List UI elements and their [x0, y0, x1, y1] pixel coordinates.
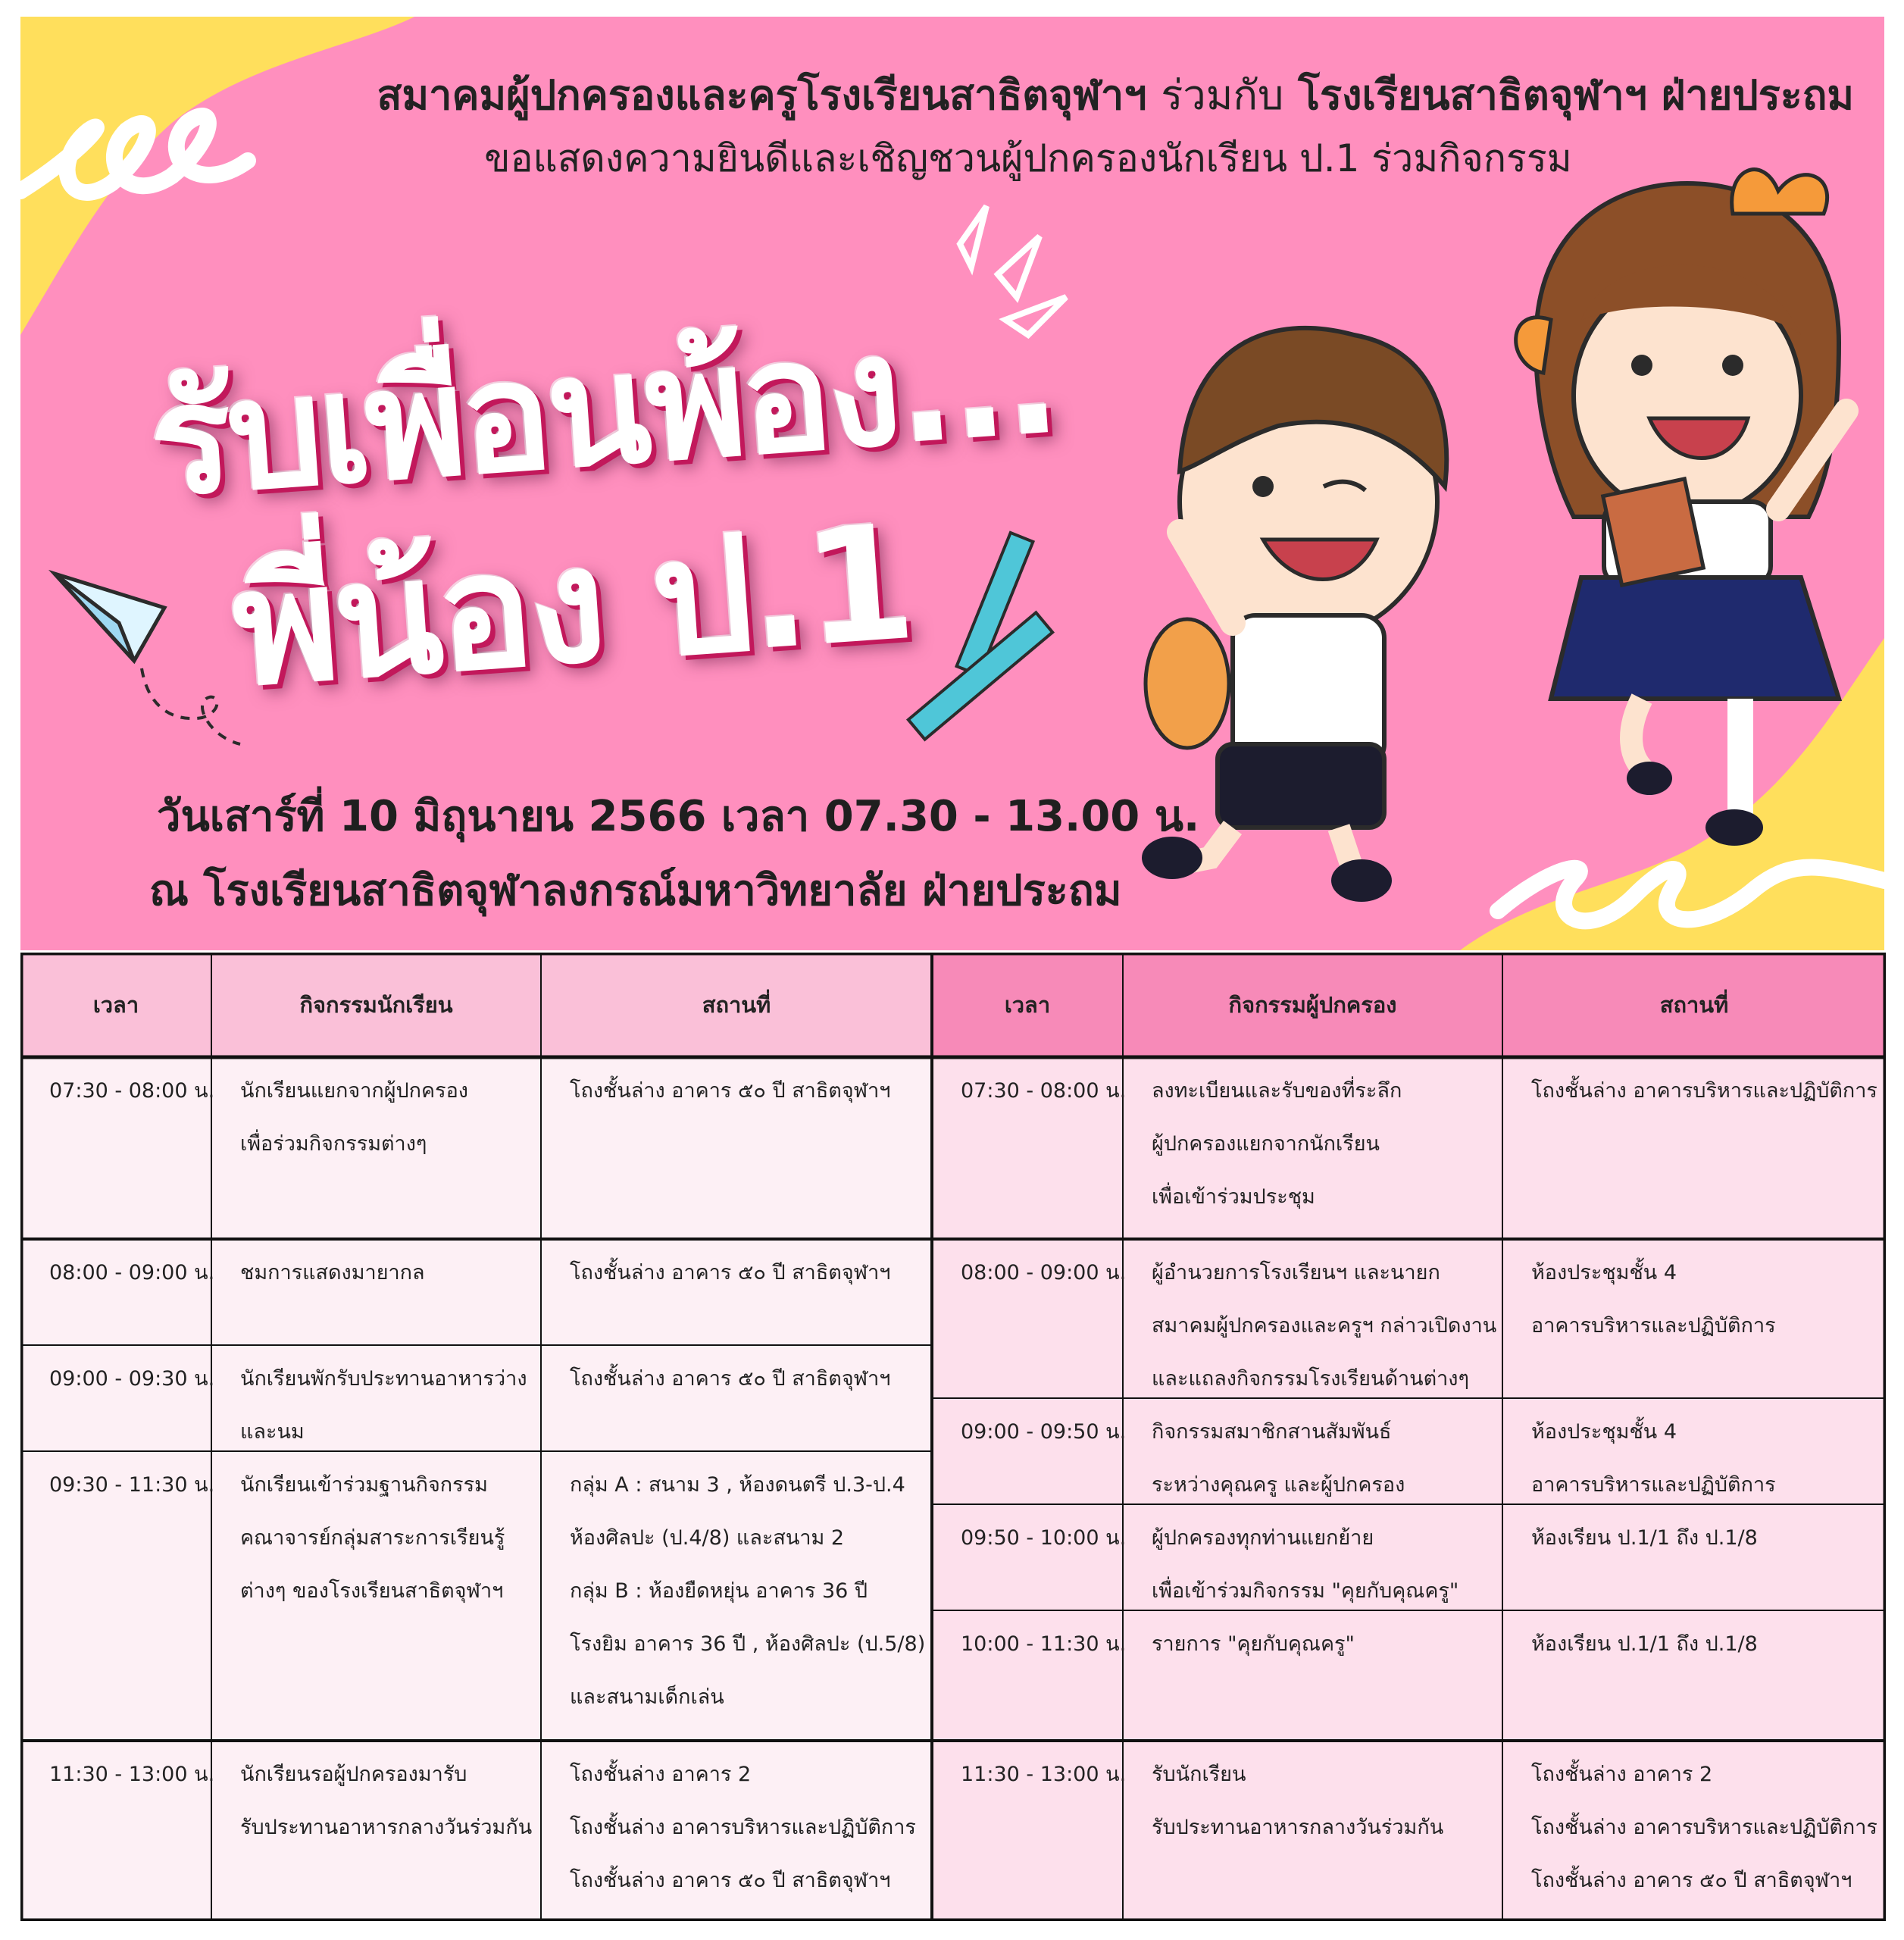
cell-text-line: ห้องเรียน ป.1/1 ถึง ป.1/8 — [1531, 1526, 1758, 1550]
cell-text-line: ลงทะเบียนและรับของที่ระลึก — [1152, 1079, 1402, 1103]
cell-text-line: ห้องเรียน ป.1/1 ถึง ป.1/8 — [1531, 1632, 1758, 1656]
parent-row-place-cell — [1502, 1239, 1886, 1398]
parent-row-place-cell — [1502, 1398, 1886, 1504]
student-row-activity-cell — [211, 1345, 541, 1451]
cell-text-line: และแถลงกิจกรรมโรงเรียนด้านต่างๆ — [1152, 1367, 1469, 1391]
cell-text-line: ห้องประชุมชั้น 4 — [1531, 1420, 1677, 1444]
student-row-place-cell — [541, 1345, 932, 1451]
cell-text-line: รายการ "คุยกับคุณครู" — [1152, 1632, 1355, 1656]
parent-row-place-cell — [1502, 1741, 1886, 1921]
cell-text-line: ผู้ปกครองแยกจากนักเรียน — [1152, 1132, 1380, 1156]
cell-text-line: โถงชั้นล่าง อาคาร ๕๐ ปี สาธิตจุฬาฯ — [570, 1261, 891, 1284]
parent-row-place-cell — [1502, 1057, 1886, 1239]
parent-row-time-cell — [932, 1741, 1127, 1921]
banner-header-line1 — [278, 62, 1854, 127]
student-row-activity-cell — [211, 1451, 541, 1741]
parent-row-activity-cell — [1123, 1741, 1502, 1921]
parent-row-time-cell — [932, 1504, 1127, 1610]
cell-text-line: นักเรียนเข้าร่วมฐานกิจกรรม — [240, 1473, 488, 1497]
parent-row-time-cell — [932, 1398, 1127, 1504]
cell-text-line: ผู้ปกครองทุกท่านแยกย้าย — [1152, 1526, 1374, 1550]
cell-text-line: กิจกรรมสมาชิกสานสัมพันธ์ — [1152, 1420, 1392, 1444]
cell-text-line: 07:30 - 08:00 น. — [49, 1079, 215, 1103]
parent-row-activity-cell — [1123, 1057, 1502, 1239]
cell-text-line: สมาคมผู้ปกครองและครูฯ กล่าวเปิดงาน — [1152, 1314, 1497, 1338]
cell-text-line: นักเรียนพักรับประทานอาหารว่าง — [240, 1367, 527, 1391]
cell-text-line: โรงยิม อาคาร 36 ปี , ห้องศิลปะ (ป.5/8) — [570, 1632, 926, 1656]
organizer-school: โรงเรียนสาธิตจุฬาฯ ฝ่ายประถม — [1298, 71, 1854, 119]
organizer-association: สมาคมผู้ปกครองและครูโรงเรียนสาธิตจุฬาฯ — [377, 71, 1147, 119]
cell-text-line: 07:30 - 08:00 น. — [961, 1079, 1127, 1103]
student-row-time-cell — [20, 1345, 215, 1451]
cell-text-line: 08:00 - 09:00 น. — [961, 1261, 1127, 1284]
cell-text-line: คณาจารย์กลุ่มสาระการเรียนรู้ — [240, 1526, 505, 1550]
event-date: วันเสาร์ที่ 10 มิถุนายน 2566 เวลา 07.30 - 13.00 น. — [157, 792, 1200, 841]
parent-row-time-cell — [932, 1057, 1127, 1239]
student-row-place-cell — [541, 1451, 932, 1741]
cell-text-line: ชมการแสดงมายากล — [240, 1261, 425, 1284]
cell-text-line: รับประทานอาหารกลางวันร่วมกัน — [240, 1816, 533, 1839]
header-conjunction: ร่วมกับ — [1161, 71, 1284, 119]
student-header-time: เวลา — [92, 992, 139, 1018]
paper-plane-icon — [55, 574, 240, 744]
pencil-icon — [908, 533, 1052, 740]
cell-text-line: กลุ่ม A : สนาม 3 , ห้องดนตรี ป.3-ป.4 — [570, 1473, 905, 1497]
cell-text-line: 09:30 - 11:30 น. — [49, 1473, 215, 1497]
student-row-place-cell — [541, 1741, 932, 1921]
cell-text-line: เพื่อร่วมกิจกรรมต่างๆ — [240, 1132, 427, 1156]
parent-row-place-cell — [1502, 1504, 1886, 1610]
cell-text-line: ระหว่างคุณครู และผู้ปกครอง — [1152, 1473, 1405, 1497]
parent-header-activity: กิจกรรมผู้ปกครอง — [1228, 992, 1397, 1018]
cell-text-line: โถงชั้นล่าง อาคาร ๕๐ ปี สาธิตจุฬาฯ — [570, 1079, 891, 1103]
student-header-place: สถานที่ — [702, 992, 771, 1018]
cell-text-line: 11:30 - 13:00 น. — [961, 1763, 1127, 1786]
cell-text-line: ห้องศิลปะ (ป.4/8) และสนาม 2 — [570, 1526, 845, 1550]
event-venue: ณ โรงเรียนสาธิตจุฬาลงกรณ์มหาวิทยาลัย ฝ่ายประถม — [149, 866, 1122, 915]
parent-header-time: เวลา — [1004, 992, 1051, 1018]
student-row-place-cell — [541, 1239, 932, 1345]
student-header-activity: กิจกรรมนักเรียน — [299, 992, 453, 1018]
event-title-line1: รับเพื่อนพ้อง... — [144, 291, 1061, 531]
cell-text-line: 08:00 - 09:00 น. — [49, 1261, 215, 1284]
parent-row-place-cell — [1502, 1610, 1886, 1741]
cell-text-line: และสนามเด็กเล่น — [570, 1685, 724, 1709]
parent-row-activity-cell — [1123, 1504, 1502, 1610]
girl-student-illustration — [1516, 170, 1846, 846]
cell-text-line: รับนักเรียน — [1152, 1763, 1246, 1786]
cell-text-line: และนม — [240, 1420, 305, 1444]
cell-text-line: ผู้อำนวยการโรงเรียนฯ และนายก — [1152, 1261, 1440, 1284]
student-row-activity-cell — [211, 1741, 541, 1921]
cell-text-line: โถงชั้นล่าง อาคาร 2 — [1531, 1763, 1713, 1786]
cell-text-line: 10:00 - 11:30 น. — [961, 1632, 1127, 1656]
cell-text-line: โถงชั้นล่าง อาคารบริหารและปฏิบัติการ — [1531, 1816, 1877, 1839]
cell-text-line: 09:00 - 09:30 น. — [49, 1367, 215, 1391]
cell-text-line: นักเรียนรอผู้ปกครองมารับ — [240, 1763, 467, 1786]
parent-row-time-cell — [932, 1610, 1127, 1741]
student-row-time-cell — [20, 1451, 215, 1741]
parent-row-activity-cell — [1123, 1610, 1502, 1741]
parent-header-place: สถานที่ — [1659, 992, 1729, 1018]
cell-text-line: โถงชั้นล่าง อาคารบริหารและปฏิบัติการ — [570, 1816, 916, 1839]
cell-text-line: กลุ่ม B : ห้องยืดหยุ่น อาคาร 36 ปี — [570, 1579, 868, 1603]
cell-text-line: โถงชั้นล่าง อาคาร ๕๐ ปี สาธิตจุฬาฯ — [570, 1869, 891, 1892]
parent-row-activity-cell — [1123, 1398, 1502, 1504]
student-row-activity-cell — [211, 1239, 541, 1345]
student-row-time-cell — [20, 1057, 215, 1239]
schedule-table — [20, 953, 1886, 1921]
cell-text-line: ห้องประชุมชั้น 4 — [1531, 1261, 1677, 1284]
cell-text-line: รับประทานอาหารกลางวันร่วมกัน — [1152, 1816, 1444, 1839]
student-row-activity-cell — [211, 1057, 541, 1239]
cell-text-line: อาคารบริหารและปฏิบัติการ — [1531, 1473, 1776, 1497]
student-row-place-cell — [541, 1057, 932, 1239]
cell-text-line: นักเรียนแยกจากผู้ปกครอง — [240, 1079, 468, 1103]
parent-row-activity-cell — [1123, 1239, 1502, 1398]
parent-row-time-cell — [932, 1239, 1127, 1398]
cell-text-line: ต่างๆ ของโรงเรียนสาธิตจุฬาฯ — [240, 1579, 504, 1603]
event-title-line2: พี่น้อง ป.1 — [227, 490, 917, 722]
cell-text-line: โถงชั้นล่าง อาคาร ๕๐ ปี สาธิตจุฬาฯ — [570, 1367, 891, 1391]
cell-text-line: 09:50 - 10:00 น. — [961, 1526, 1127, 1550]
cell-text-line: เพื่อเข้าร่วมประชุม — [1152, 1185, 1315, 1209]
event-banner — [20, 17, 1884, 950]
cell-text-line: โถงชั้นล่าง อาคารบริหารและปฏิบัติการ — [1531, 1079, 1877, 1103]
cell-text-line: อาคารบริหารและปฏิบัติการ — [1531, 1314, 1776, 1338]
cell-text-line: 11:30 - 13:00 น. — [49, 1763, 215, 1786]
cell-text-line: โถงชั้นล่าง อาคาร 2 — [570, 1763, 752, 1786]
banner-header-line2: ขอแสดงความยินดีและเชิญชวนผู้ปกครองนักเรียน ป.1 ร่วมกิจกรรม — [484, 136, 1572, 180]
student-row-time-cell — [20, 1239, 215, 1345]
cell-text-line: โถงชั้นล่าง อาคาร ๕๐ ปี สาธิตจุฬาฯ — [1531, 1869, 1852, 1892]
cell-text-line: เพื่อเข้าร่วมกิจกรรม "คุยกับคุณครู" — [1152, 1579, 1459, 1603]
cell-text-line: 09:00 - 09:50 น. — [961, 1420, 1127, 1444]
student-row-time-cell — [20, 1741, 215, 1921]
